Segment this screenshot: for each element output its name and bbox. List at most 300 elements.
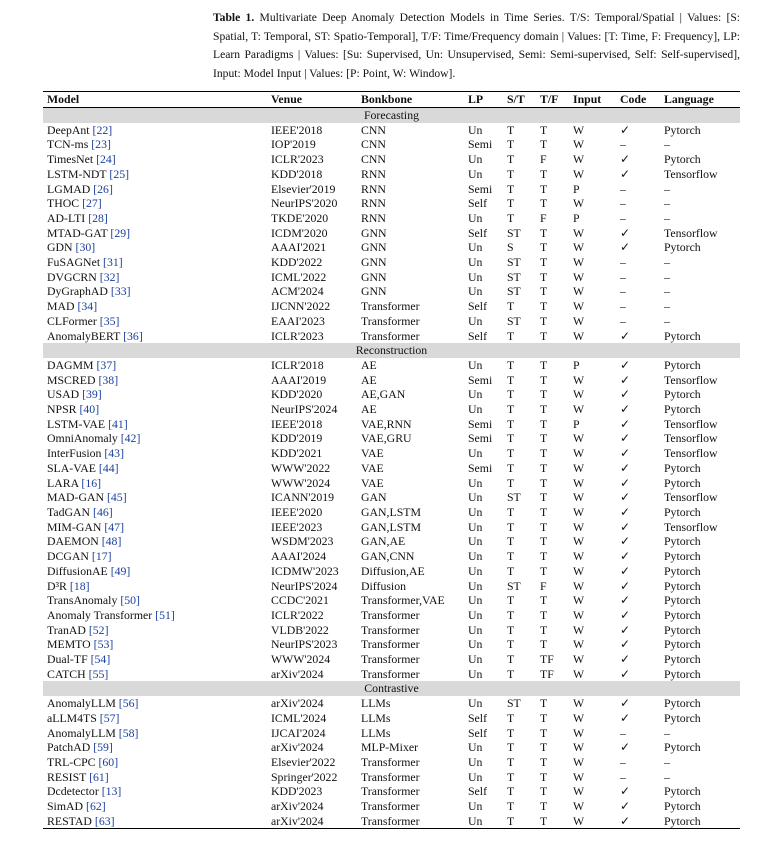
cell-input: W xyxy=(573,519,585,534)
cell-lang: – xyxy=(664,769,670,784)
cell-input: W xyxy=(573,652,585,667)
model-name: OmniAnomaly xyxy=(47,431,118,446)
cell-venue: KDD'2019 xyxy=(271,431,323,446)
table-row xyxy=(43,196,740,211)
citation-link[interactable]: [49] xyxy=(110,563,131,578)
cell-backbone: Diffusion,AE xyxy=(361,563,425,578)
cell-tf: T xyxy=(540,137,548,152)
model-name: USAD xyxy=(47,387,80,402)
model-name: AnomalyLLM xyxy=(47,696,116,711)
cell-input: W xyxy=(573,534,585,549)
cell-code: ✓ xyxy=(620,607,630,622)
cell-tf: TF xyxy=(540,666,554,681)
cell-lang: – xyxy=(664,196,670,211)
cell-model xyxy=(43,446,267,461)
cell-st: T xyxy=(507,166,515,181)
cell-code: ✓ xyxy=(620,490,630,505)
model-name: CLFormer xyxy=(47,313,97,328)
cell-model xyxy=(43,726,267,741)
cell-code: ✓ xyxy=(620,357,630,372)
cell-st: T xyxy=(507,504,515,519)
cell-st: T xyxy=(507,652,515,667)
citation-link[interactable]: [22] xyxy=(92,122,113,137)
citation-link[interactable]: [43] xyxy=(104,446,125,461)
cell-tf: T xyxy=(540,696,548,711)
cell-lp: Self xyxy=(468,196,488,211)
cell-model xyxy=(43,402,267,417)
cell-venue: EAAI'2023 xyxy=(271,313,325,328)
cell-input: W xyxy=(573,754,585,769)
model-name: AD-LTI xyxy=(47,210,86,225)
cell-lp: Un xyxy=(468,652,483,667)
citation-link[interactable]: [26] xyxy=(93,181,113,196)
section-title: Reconstruction xyxy=(43,343,740,358)
citation-link[interactable]: [61] xyxy=(89,769,109,784)
cell-tf: T xyxy=(540,284,548,299)
cell-code: ✓ xyxy=(620,637,630,652)
table-row xyxy=(43,182,740,197)
cell-lp: Un xyxy=(468,269,483,284)
citation-link[interactable]: [45] xyxy=(106,490,127,505)
cell-lp: Self xyxy=(468,225,488,240)
table-row xyxy=(43,726,740,741)
cell-venue: AAAI'2021 xyxy=(271,240,327,255)
table-row xyxy=(43,431,740,446)
cell-tf: T xyxy=(540,740,548,755)
table-row xyxy=(43,520,740,535)
citation-link[interactable]: [35] xyxy=(99,313,120,328)
cell-st: ST xyxy=(507,313,521,328)
cell-backbone: GNN xyxy=(361,255,387,270)
cell-backbone: LLMs xyxy=(361,725,391,740)
cell-st: T xyxy=(507,328,515,343)
cell-venue: KDD'2020 xyxy=(271,387,323,402)
cell-backbone: GNN xyxy=(361,225,387,240)
cell-venue: IEEE'2020 xyxy=(271,504,323,519)
citation-link[interactable]: [25] xyxy=(109,166,130,181)
cell-code: ✓ xyxy=(620,240,630,255)
cell-input: W xyxy=(573,666,585,681)
citation-link[interactable]: [46] xyxy=(93,504,113,519)
citation-link[interactable]: [52] xyxy=(88,622,109,637)
cell-input: W xyxy=(573,710,585,725)
model-name: MEMTO xyxy=(47,637,91,652)
cell-st: T xyxy=(507,196,515,211)
citation-link[interactable]: [39] xyxy=(82,387,102,402)
cell-code: ✓ xyxy=(620,402,630,417)
cell-tf: T xyxy=(540,637,548,652)
section-row xyxy=(43,108,740,123)
table-row xyxy=(43,784,740,799)
model-name: SLA-VAE xyxy=(47,460,96,475)
model-name: FuSAGNet xyxy=(47,255,101,270)
table-row xyxy=(43,137,740,152)
citation-link[interactable]: [16] xyxy=(81,475,102,490)
citation-link[interactable]: [33] xyxy=(110,284,131,299)
cell-lang: Pytorch xyxy=(664,240,701,255)
cell-input: W xyxy=(573,740,585,755)
cell-lang: – xyxy=(664,313,670,328)
cell-venue: NeurIPS'2020 xyxy=(271,196,338,211)
citation-link[interactable]: [13] xyxy=(101,784,122,799)
cell-lp: Un xyxy=(468,210,483,225)
cell-venue: WSDM'2023 xyxy=(271,534,334,549)
cell-backbone: Diffusion xyxy=(361,578,407,593)
cell-input: W xyxy=(573,475,585,490)
cell-input: P xyxy=(573,181,580,196)
cell-st: T xyxy=(507,534,515,549)
model-name: AnomalyBERT xyxy=(47,328,121,343)
citation-link[interactable]: [57] xyxy=(99,710,120,725)
cell-code: ✓ xyxy=(620,696,630,711)
table-row xyxy=(43,123,740,138)
cell-backbone: Transformer xyxy=(361,652,420,667)
model-name: DeepAnt xyxy=(47,122,90,137)
citation-link[interactable]: [17] xyxy=(91,549,112,564)
cell-st: T xyxy=(507,563,515,578)
table-row xyxy=(43,152,740,167)
cell-model xyxy=(43,284,267,299)
citation-link[interactable]: [36] xyxy=(123,328,143,343)
cell-model xyxy=(43,505,267,520)
citation-link[interactable]: [40] xyxy=(79,402,100,417)
cell-code: – xyxy=(620,269,626,284)
cell-tf: T xyxy=(540,549,548,564)
table-row xyxy=(43,667,740,682)
cell-lp: Un xyxy=(468,666,483,681)
citation-link[interactable]: [31] xyxy=(103,255,123,270)
table-row xyxy=(43,270,740,285)
cell-lang: Tensorflow xyxy=(664,431,718,446)
table-row xyxy=(43,329,740,344)
cell-input: W xyxy=(573,313,585,328)
cell-tf: T xyxy=(540,166,548,181)
cell-code: ✓ xyxy=(620,593,630,608)
cell-tf: T xyxy=(536,814,569,829)
cell-model xyxy=(43,431,267,446)
cell-model xyxy=(43,123,267,138)
cell-input: W xyxy=(573,549,585,564)
cell-lang: – xyxy=(664,269,670,284)
cell-lang: Pytorch xyxy=(664,328,701,343)
citation-link[interactable]: [41] xyxy=(108,416,128,431)
cell-venue: Springer'2022 xyxy=(271,769,338,784)
cell-lp: Self xyxy=(468,328,488,343)
model-name: TadGAN xyxy=(47,504,91,519)
cell-venue: WWW'2024 xyxy=(271,475,331,490)
citation-link[interactable]: [50] xyxy=(120,593,140,608)
cell-backbone: MLP-Mixer xyxy=(361,740,419,755)
cell-tf: T xyxy=(540,769,548,784)
citation-link[interactable]: [48] xyxy=(101,534,122,549)
citation-link[interactable]: [63] xyxy=(94,813,115,828)
cell-lp: Un xyxy=(468,622,483,637)
cell-model xyxy=(43,358,267,373)
model-name: TranAD xyxy=(47,622,86,637)
cell-st: T xyxy=(507,402,515,417)
cell-tf: T xyxy=(540,402,548,417)
cell-lp: Un xyxy=(464,814,503,829)
cell-st: T xyxy=(507,622,515,637)
cell-input: W xyxy=(573,284,585,299)
citation-link[interactable]: [24] xyxy=(96,152,116,167)
cell-lp: Un xyxy=(468,122,483,137)
cell-lp: Un xyxy=(468,769,483,784)
model-name: aLLM4TS xyxy=(47,710,97,725)
cell-lang: Pytorch xyxy=(664,666,701,681)
caption-text: Multivariate Deep Anomaly Detection Models in Time Series. T/S: Temporal/Spatial | Values: [S: Spatial, T: Temporal, ST: Spatio-Temporal], T/F: Time/Frequency domain | Values: [T: Time, F: Frequency], LP: Learn Paradigms | Values: [Su: Supervised, Un: Unsupervised, Semi: Semi-supervised, Self: Self-supervised], Input: Model Input | Values: [P: Point, W: Window]. xyxy=(213,11,740,80)
cell-st: T xyxy=(507,769,515,784)
header-st: S/T xyxy=(503,92,536,108)
cell-input: W xyxy=(573,769,585,784)
cell-backbone: Transformer xyxy=(361,328,420,343)
cell-input: W xyxy=(573,446,585,461)
cell-tf: T xyxy=(540,313,548,328)
cell-input: W xyxy=(573,152,585,167)
cell-tf: T xyxy=(540,504,548,519)
cell-input: W xyxy=(573,137,585,152)
cell-tf: T xyxy=(540,534,548,549)
model-name: TCN-ms xyxy=(47,137,89,152)
cell-tf: T xyxy=(540,269,548,284)
model-name: LGMAD xyxy=(47,181,91,196)
model-name: GDN xyxy=(47,240,73,255)
cell-model xyxy=(43,740,267,755)
cell-lp: Un xyxy=(468,578,483,593)
citation-link[interactable]: [28] xyxy=(88,210,108,225)
model-name: MSCRED xyxy=(47,372,96,387)
cell-lp: Semi xyxy=(468,416,493,431)
cell-st: T xyxy=(507,519,515,534)
citation-link[interactable]: [23] xyxy=(91,137,111,152)
cell-code: ✓ xyxy=(620,372,630,387)
cell-lp: Un xyxy=(468,593,483,608)
model-name: THOC xyxy=(47,196,80,211)
model-name: MIM-GAN xyxy=(47,519,102,534)
cell-lang: Pytorch xyxy=(664,622,701,637)
cell-backbone: AE xyxy=(361,402,377,417)
cell-input: W xyxy=(573,637,585,652)
cell-st: ST xyxy=(507,490,521,505)
cell-code: ✓ xyxy=(620,446,630,461)
cell-code: ✓ xyxy=(620,799,630,814)
cell-tf: T xyxy=(540,431,548,446)
model-name: Dual-TF xyxy=(47,652,88,667)
cell-tf: T xyxy=(540,784,548,799)
model-name: TimesNet xyxy=(47,152,94,167)
table-row xyxy=(43,623,740,638)
cell-lang: Tensorflow xyxy=(664,519,718,534)
cell-lp: Un xyxy=(468,549,483,564)
cell-backbone: Transformer xyxy=(361,637,420,652)
cell-code: ✓ xyxy=(620,652,630,667)
model-name: AnomalyLLM xyxy=(47,725,116,740)
cell-model xyxy=(43,814,267,829)
cell-model xyxy=(43,167,267,182)
cell-tf: T xyxy=(540,725,548,740)
cell-model xyxy=(43,240,267,255)
cell-model xyxy=(43,387,267,402)
cell-st: T xyxy=(503,814,536,829)
cell-code: ✓ xyxy=(620,225,630,240)
cell-code: ✓ xyxy=(620,563,630,578)
cell-backbone: RNN xyxy=(361,210,386,225)
table-row xyxy=(43,505,740,520)
model-name: DyGraphAD xyxy=(47,284,108,299)
citation-link[interactable]: [38] xyxy=(98,372,119,387)
table-row xyxy=(43,314,740,329)
cell-st: T xyxy=(507,137,515,152)
cell-venue: CCDC'2021 xyxy=(271,593,329,608)
cell-lp: Un xyxy=(468,740,483,755)
cell-input: W xyxy=(573,372,585,387)
cell-lang: Tensorflow xyxy=(664,490,718,505)
cell-lp: Semi xyxy=(468,431,493,446)
cell-lp: Self xyxy=(468,299,488,314)
citation-link[interactable]: [32] xyxy=(99,269,120,284)
model-name: NPSR xyxy=(47,402,77,417)
cell-input: W xyxy=(573,593,585,608)
citation-link[interactable]: [56] xyxy=(118,696,139,711)
header-lp: LP xyxy=(464,92,503,108)
cell-code: ✓ xyxy=(620,666,630,681)
cell-input: P xyxy=(573,210,580,225)
cell-model xyxy=(43,711,267,726)
cell-backbone: GAN,CNN xyxy=(361,549,415,564)
cell-lp: Un xyxy=(468,255,483,270)
cell-venue: AAAI'2024 xyxy=(271,549,327,564)
cell-backbone: Transformer xyxy=(361,784,420,799)
cell-lp: Semi xyxy=(468,181,493,196)
citation-link[interactable]: [47] xyxy=(104,519,125,534)
cell-st: ST xyxy=(507,284,521,299)
citation-link[interactable]: [59] xyxy=(93,740,113,755)
cell-st: T xyxy=(507,210,515,225)
table-row xyxy=(43,358,740,373)
cell-lang: Pytorch xyxy=(664,549,701,564)
cell-lp: Self xyxy=(468,784,488,799)
cell-model xyxy=(43,226,267,241)
cell-backbone: VAE,RNN xyxy=(361,416,412,431)
table-row xyxy=(43,770,740,785)
cell-code: ✓ xyxy=(620,152,630,167)
table-row xyxy=(43,402,740,417)
cell-lang: – xyxy=(664,299,670,314)
model-name: CATCH xyxy=(47,666,86,681)
citation-link[interactable]: [29] xyxy=(110,225,131,240)
cell-venue: arXiv'2024 xyxy=(271,696,324,711)
citation-link[interactable]: [54] xyxy=(90,652,111,667)
cell-model xyxy=(43,373,267,388)
cell-backbone: GAN,AE xyxy=(361,534,406,549)
model-name: RESTAD xyxy=(47,813,92,828)
header-code: Code xyxy=(616,92,660,108)
cell-model xyxy=(43,490,267,505)
citation-link[interactable]: [37] xyxy=(96,357,117,372)
cell-tf: T xyxy=(540,196,548,211)
cell-code: – xyxy=(620,137,626,152)
cell-backbone: RNN xyxy=(361,196,386,211)
citation-link[interactable]: [53] xyxy=(93,637,114,652)
cell-code: ✓ xyxy=(620,328,630,343)
cell-input: W xyxy=(573,166,585,181)
citation-link[interactable]: [51] xyxy=(155,607,175,622)
cell-venue: WWW'2022 xyxy=(271,460,331,475)
cell-st: ST xyxy=(507,255,521,270)
cell-venue: TKDE'2020 xyxy=(271,210,329,225)
cell-lang: Pytorch xyxy=(664,799,701,814)
cell-tf: T xyxy=(540,387,548,402)
table-row xyxy=(43,417,740,432)
citation-link[interactable]: [55] xyxy=(88,666,109,681)
cell-code: ✓ xyxy=(620,387,630,402)
cell-backbone: Transformer xyxy=(361,607,420,622)
citation-link[interactable]: [44] xyxy=(98,460,119,475)
cell-tf: TF xyxy=(540,652,554,667)
cell-input: W xyxy=(573,696,585,711)
cell-backbone: CNN xyxy=(361,122,386,137)
citation-link[interactable]: [58] xyxy=(118,725,139,740)
cell-tf: F xyxy=(540,210,547,225)
table-row xyxy=(43,284,740,299)
citation-link[interactable]: [34] xyxy=(77,299,98,314)
cell-venue: ICDM'2020 xyxy=(271,225,328,240)
cell-lang: Tensorflow xyxy=(664,166,718,181)
models-table xyxy=(43,91,740,829)
citation-link[interactable]: [30] xyxy=(75,240,96,255)
citation-link[interactable]: [18] xyxy=(69,578,90,593)
table-row xyxy=(43,696,740,711)
cell-code: ✓ xyxy=(620,166,630,181)
table-row xyxy=(43,608,740,623)
cell-st: T xyxy=(507,637,515,652)
citation-link[interactable]: [60] xyxy=(98,754,119,769)
cell-venue: IEEE'2018 xyxy=(271,416,323,431)
cell-model xyxy=(43,623,267,638)
cell-st: T xyxy=(507,784,515,799)
cell-code: – xyxy=(620,313,626,328)
header-language: Language xyxy=(660,92,740,108)
cell-lang: Pytorch xyxy=(664,710,701,725)
cell-backbone: Transformer xyxy=(361,622,420,637)
cell-tf: T xyxy=(540,255,548,270)
model-name: DVGCRN xyxy=(47,269,97,284)
cell-venue: ICLR'2023 xyxy=(271,328,324,343)
cell-lang: Pytorch xyxy=(664,387,701,402)
cell-code: ✓ xyxy=(620,504,630,519)
cell-venue: IEEE'2023 xyxy=(271,519,323,534)
cell-st: T xyxy=(507,710,515,725)
cell-venue: ICDMW'2023 xyxy=(271,563,339,578)
table-row xyxy=(43,476,740,491)
cell-model xyxy=(43,667,267,682)
cell-venue: Elsevier'2022 xyxy=(271,754,336,769)
header-input: Input xyxy=(569,92,616,108)
cell-backbone: GNN xyxy=(361,269,387,284)
cell-lp: Un xyxy=(468,754,483,769)
citation-link[interactable]: [42] xyxy=(120,431,141,446)
cell-tf: T xyxy=(540,475,548,490)
cell-tf: T xyxy=(540,446,548,461)
citation-link[interactable]: [62] xyxy=(86,799,106,814)
cell-code: ✓ xyxy=(620,549,630,564)
cell-venue: KDD'2021 xyxy=(271,446,323,461)
citation-link[interactable]: [27] xyxy=(82,196,102,211)
cell-model xyxy=(43,461,267,476)
table-row xyxy=(43,711,740,726)
table-caption xyxy=(213,9,740,83)
cell-backbone: Transformer xyxy=(361,799,420,814)
